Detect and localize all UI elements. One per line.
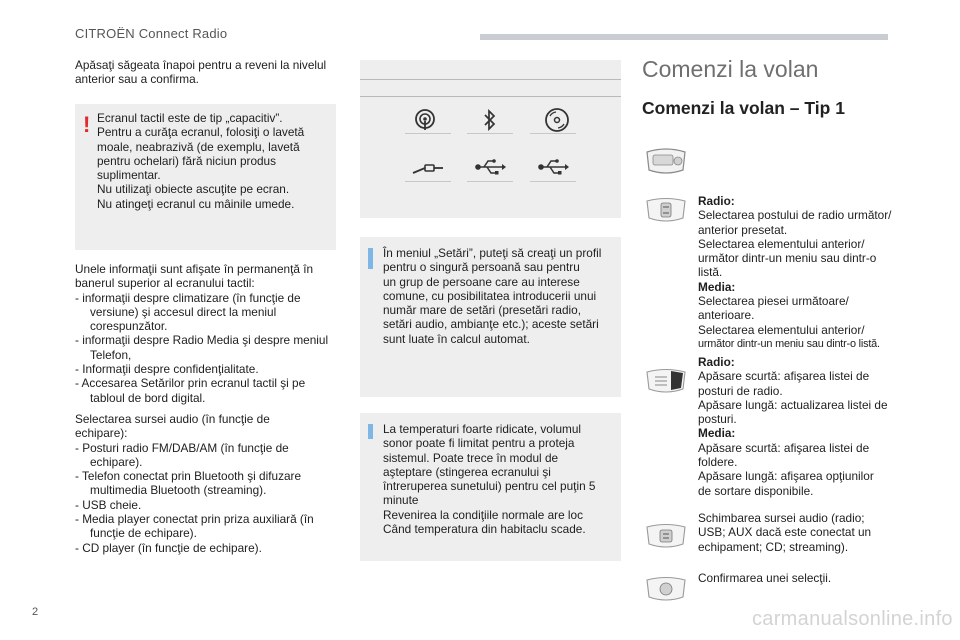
info-box-profiles (360, 237, 621, 397)
header-rule (480, 34, 888, 40)
banner-icons-panel (360, 60, 621, 218)
permanent-info-section: Unele informaţii sunt afişate în permanenţă în banerul superior al ecranului tactil: - informaţii despre climatizare (în funcţie de versiune) şi accesul direct la meniul corespunzător. - informaţii despre Radio Media şi despre meniul Telefon, - Informaţii despre confidenţialitate. - Accesarea Setărilor prin ecranul tactil şi pe tabloul de bord digital. (75, 262, 340, 405)
info-text: În meniul „Setări”, puteţi să creaţi un profil pentru o singură persoană sau pentru un grup de persoane care au interese comune, cu posibilitatea introducerii unui număr mare de setări (presetări radio, setări audio, ambianţe etc.); aceste setări sunt luate în calcul automat. (383, 246, 602, 346)
list-item: - informaţii despre climatizare (în funcţie de versiune) şi accesul direct la meniul corespunzător. (75, 290, 301, 334)
info-icon (368, 424, 373, 439)
intro-text: Apăsaţi săgeata înapoi pentru a reveni la nivelul anterior sau a confirma. (75, 58, 327, 87)
audio-source-section: Selectarea sursei audio (în funcţie de echipare): - Posturi radio FM/DAB/AM (în funcţie de echipare). - Telefon conectat prin Bluetooth şi difuzare multimedia Bluetooth (streaming). - USB cheie. - Media player conectat prin priza auxiliară (în funcţie de echipare). - CD player (în funcţie de echipare). (75, 412, 340, 555)
info-icon (368, 248, 373, 269)
subsection-title: Comenzi la volan – Tip 1 (642, 98, 845, 118)
page-number: 2 (32, 606, 39, 618)
list-item: - Informaţii despre confidenţialitate. (75, 362, 259, 377)
watermark: carmanualsonline.info (752, 608, 953, 630)
list-item: - Media player conectat prin priza auxiliară (în funcţie de echipare). (75, 512, 314, 541)
info-box-temperature (360, 413, 621, 561)
cd-icon (544, 107, 570, 133)
list-item: - USB cheie. (75, 497, 142, 512)
section-title: Comenzi la volan (642, 56, 819, 82)
list-item: - informaţii despre Radio Media şi despre meniul Telefon, (75, 333, 329, 362)
control-desc-list: Radio: Apăsare scurtă: afişarea listei de posturi de radio. Apăsare lungă: actualizarea listei de posturi. Media: Apăsare scurtă: afişarea listei de foldere. Apăsare lungă: afişarea opţiunilor de sortare disponibile. (698, 355, 888, 498)
list-item: - Accesarea Setărilor prin ecranul tactil şi pe tabloul de bord digital. (75, 376, 306, 405)
usb-icon (474, 158, 506, 176)
control-desc-confirm: Confirmarea unei selecţii. (698, 571, 832, 585)
list-item: - CD player (în funcţie de echipare). (75, 540, 262, 555)
aux-jack-icon (410, 160, 446, 176)
steering-control-list-icon (643, 367, 689, 395)
usb-icon (537, 158, 569, 176)
control-desc-next-prev: Radio: Selectarea postului de radio următor/ anterior presetat. Selectarea elementului anterior/ următor dintr-un meniu sau dintr-o listă. Media: Selectarea piesei următoare/ anterioare. Selectarea elementului anterior/ următor dintr-un meniu sau dintr-o listă. (698, 194, 892, 350)
warning-icon: ! (83, 112, 91, 137)
bluetooth-icon (483, 109, 497, 131)
list-item: - Telefon conectat prin Bluetooth şi difuzare multimedia Bluetooth (streaming). (75, 469, 302, 498)
warning-text: Ecranul tactil este de tip „capacitiv”. Pentru a curăţa ecranul, folosiţi o lavetă moale, neabrazivă (de exemplu, lavetă pentru ochelari) fără niciun produs suplimentar. Nu utilizaţi obiecte ascuţite pe ecran. Nu atingeţi ecranul cu mâinile umede. (97, 111, 305, 211)
steering-control-confirm-icon (643, 575, 689, 603)
list-item: - Posturi radio FM/DAB/AM (în funcţie de echipare). (75, 440, 289, 469)
info-text: La temperaturi foarte ridicate, volumul sonor poate fi limitat pentru a proteja sistemul. Poate trece în modul de aşteptare (stingerea ecranului şi întreruperea sunetului) pentru cel puţin 5 minute Revenirea la condiţiile normale are loc Când temperatura din habitaclu scade. (383, 422, 596, 537)
steering-control-next-prev-icon (643, 196, 689, 224)
warning-box (75, 104, 336, 250)
radio-signal-icon (413, 108, 437, 132)
control-desc-source: Schimbarea sursei audio (radio; USB; AUX dacă este conectat un echipament; CD; streaming). (698, 511, 872, 554)
running-header: CITROËN Connect Radio (75, 26, 228, 41)
steering-control-source-icon (643, 522, 689, 550)
steering-control-overview-icon (643, 146, 689, 176)
